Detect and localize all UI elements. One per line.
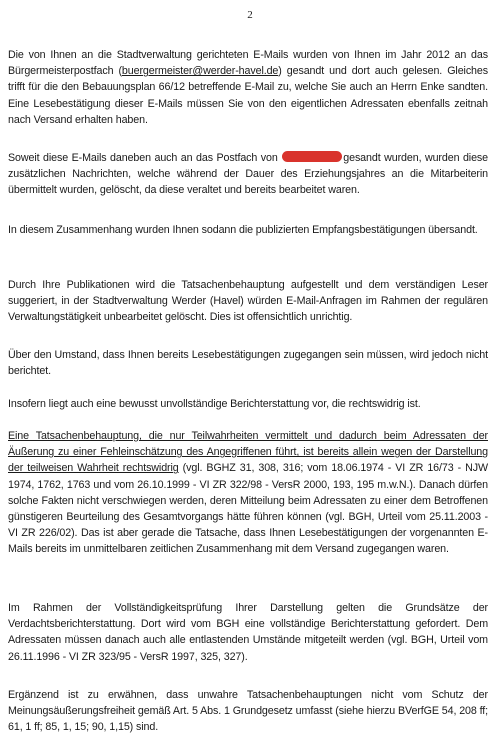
underlined-legal-statement: Eine Tatsachenbehauptung, die nur Teilwahrheiten vermittelt und dadurch beim Adressaten der Äußerung zu einer Fehleinschätzung des Angegriffenen führt, ist bereits allein wegen der Darstellung der teilweisen Wahrheit rechtswidrig: [8, 430, 488, 475]
paragraph-legal-partial-truth: Eine Tatsachenbehauptung, die nur Teilwahrheiten vermittelt und dadurch beim Adressaten der Äußerung zu einer Fehleinschätzung des Angegriffenen führt, ist bereits allein wegen der Darstellung der teilweisen Wahrheit rechtswidrig (vgl. BGHZ 31, 308, 316; vom 18.06.1974 - VI ZR 16/73 - NJW 1974, 1762, 1763 und vom 26.10.1999 - VI ZR 322/98 - VersR 2000, 193, 195 m.w.N.). Danach dürfen solche Fakten nicht verschwiegen werden, deren Mitteilung beim Adressaten zu einer dem Betroffenen günstigeren Beurteilung des Gesamtvorgangs hätte führen können (vgl. BGH, Urteil vom 25.11.2003 - VI ZR 226/02). Das ist aber gerade die Tatsache, dass Ihnen Lesebestätigungen der vorgenannten E-Mails bereits im unmittelbaren zeitlichen Zusammenhang mit dem Versand zugegangen waren.: [8, 430, 488, 556]
email-address: buergermeister@werder-havel.de: [121, 65, 279, 78]
paragraph-not-reported: Über den Umstand, dass Ihnen bereits Lesebestätigungen zugegangen sein müssen, wird jedoch nicht berichtet.: [8, 349, 488, 378]
redaction-mark: [282, 151, 342, 162]
paragraph-confirmations: In diesem Zusammenhang wurden Ihnen sodann die publizierten Empfangsbestätigungen übersandt.: [8, 224, 478, 236]
paragraph-email-recipients: Die von Ihnen an die Stadtverwaltung gerichteten E-Mails wurden von Ihnen im Jahr 2012 an das Bürgermeisterpostfach (buergermeister@werder-havel.de) gesandt und dort auch gelesen. Gleiches trifft für die den Bebauungsplan 66/12 betreffende E-Mail zu, welche Sie auch an Herrn Enke sandten. Eine Lesebestätigung dieser E-Mails müssen Sie von den eigentlichen Adressaten ebenfalls zeitnah nach Versand erhalten haben.: [8, 49, 488, 126]
paragraph-incomplete-reporting: Insofern liegt auch eine bewusst unvollständige Berichterstattung vor, die rechtswidrig ist.: [8, 398, 421, 410]
paragraph-untrue-claims: Ergänzend ist zu erwähnen, dass unwahre Tatsachenbehauptungen nicht vom Schutz der Meinungsäußerungsfreiheit gemäß Art. 5 Abs. 1 Grundgesetz umfasst (siehe hierzu BVerfGE 54, 208 ff; 61, 1 ff; 85, 1, 15; 90, 1,15) sind.: [8, 689, 489, 734]
paragraph-mailbox-deletion: Soweit diese E-Mails daneben auch an das Postfach von gesandt wurden, wurden diese zusätzlichen Nachrichten, welche während der Dauer des Erziehungsjahres an die Mitarbeiterin übermittelt wurden, gelöscht, da diese veraltet und bereits bearbeitet waren.: [8, 152, 488, 197]
paragraph-completeness-check: Im Rahmen der Vollständigkeitsprüfung Ihrer Darstellung gelten die Grundsätze der Verdachtsberichterstattung. Dort wird vom BGH eine vollständige Berichterstattung gefordert. Dem Adressaten müssen danach auch alle entlastenden Umstände mitgeteilt werden (vgl. BGH, Urteil vom 26.11.1996 - VI ZR 323/95 - VersR 1997, 325, 327).: [8, 602, 488, 663]
paragraph-publication-claim: Durch Ihre Publikationen wird die Tatsachenbehauptung aufgestellt und dem verständigen Leser suggeriert, in der Stadtverwaltung Werder (Havel) würden E-Mail-Anfragen im Rahmen der regulären Verwaltungstätigkeit unbearbeitet gelöscht. Dies ist offensichtlich unrichtig.: [8, 279, 488, 324]
page-number: 2: [247, 9, 253, 21]
